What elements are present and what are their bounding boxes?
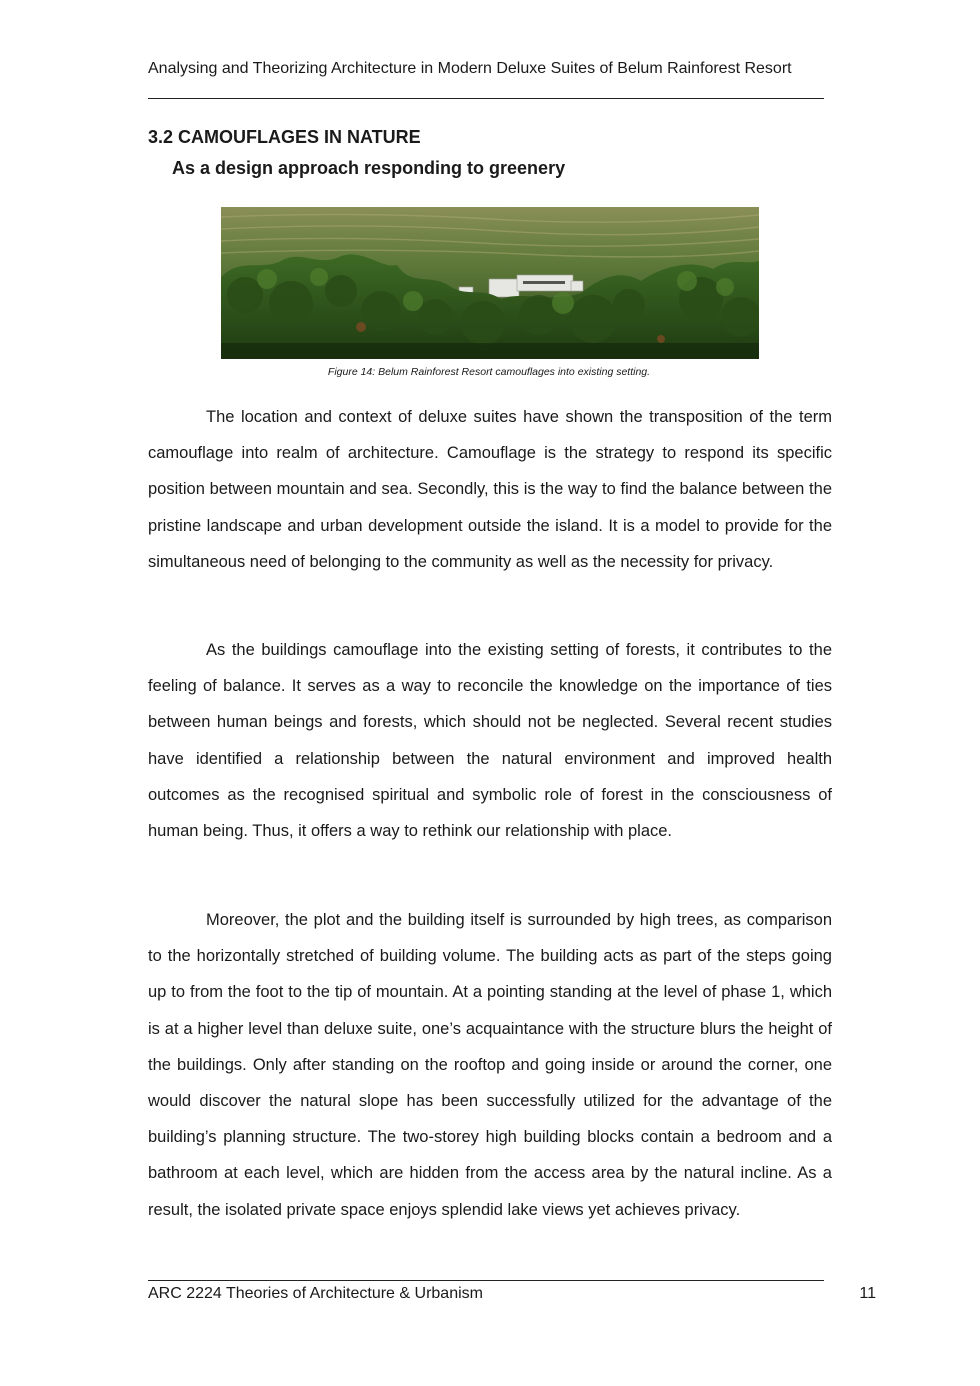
page-number: 11: [859, 1285, 876, 1302]
header-divider: [148, 98, 824, 99]
running-header: Analysing and Theorizing Architecture in Modern Deluxe Suites of Belum Rainforest Resort: [148, 60, 792, 77]
figure-caption: Figure 14: Belum Rainforest Resort camouflages into existing setting.: [327, 366, 651, 378]
forest-hillside-image: [221, 207, 759, 359]
body-paragraph: The location and context of deluxe suites have shown the transposition of the term camouflage into realm of architecture. Camouflage is the strategy to respond its specific position between mountain and sea. Secondly, this is the way to find the balance between the pristine landscape and urban development outside the island. It is a model to provide for the simultaneous need of belonging to the community as well as the necessity for privacy.: [148, 408, 832, 571]
section-subtitle: As a design approach responding to greenery: [172, 158, 566, 178]
body-paragraph: Moreover, the plot and the building itself is surrounded by high trees, as comparison to the horizontally stretched of building volume. The building acts as part of the steps going up to from the foot to the tip of mountain. At a pointing standing at the level of phase 1, which is at a higher level than deluxe suite, one’s acquaintance with the structure blurs the height of the buildings. Only after standing on the rooftop and going inside or around the corner, one would discover the natural slope has been successfully utilized for the advantage of the building’s planning structure. The two-storey high building blocks contain a bedroom and a bathroom at each level, which are hidden from the access area by the natural incline. As a result, the isolated private space enjoys splendid lake views yet achieves privacy.: [148, 911, 832, 1219]
footer-course-title: ARC 2224 Theories of Architecture & Urbanism: [148, 1285, 483, 1302]
section-title: 3.2 CAMOUFLAGES IN NATURE: [148, 127, 421, 147]
body-paragraph: As the buildings camouflage into the existing setting of forests, it contributes to the feeling of balance. It serves as a way to reconcile the knowledge on the importance of ties between human beings and forests, which should not be neglected. Several recent studies have identified a relationship between the natural environment and improved health outcomes as the recognised spiritual and symbolic role of forest in the consciousness of human being. Thus, it offers a way to rethink our relationship with place.: [148, 641, 832, 841]
resort-photo: [221, 207, 759, 359]
footer-divider: [148, 1280, 824, 1281]
